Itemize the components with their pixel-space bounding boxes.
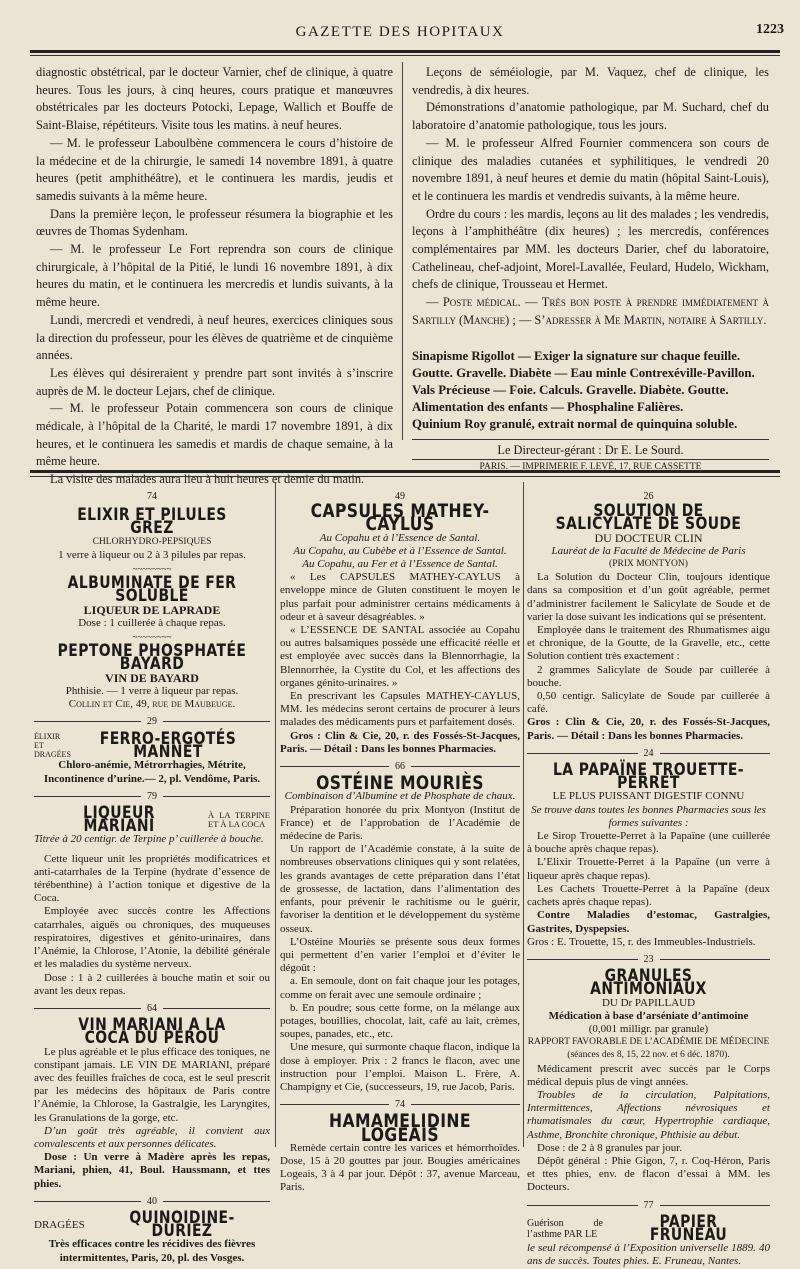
imprimerie: PARIS. — IMPRIMERIE F. LEVÉ, 17, RUE CASSETTE <box>479 462 702 473</box>
ad-title-row <box>527 1211 770 1245</box>
ad-title: ALBUMINATE DE FER SOLUBLE <box>67 573 237 607</box>
ad-subtitle: LE PLUS PUISSANT DIGESTIF CONNU <box>552 790 745 803</box>
page-header <box>0 0 800 52</box>
header-rule-thin <box>30 55 780 56</box>
ad-line: Goutte. Gravelle. Diabète — Eau minle Contrexéville-Pavillon. <box>412 365 755 380</box>
ad-column-1: 74 ELIXIR ET PILULES GREZ CHLORHYDRO-PEPSIQUES 1 verre à liqueur ou 2 à 3 pilules par repas. ~~~~~~~~ ALBUMINATE DE FER SOLUBLE LIQUEUR DE LAPRADE Dose : 1 cuillerée à chaque repas. ~~~~~~~~ PEPTONE PHOSPHATÉE BAYARD VIN DE BAYARD Phthisie. — 1 verre à liqueur par repas. Collin et Cie, 49, rue de Maubeuge. 29 ÉLIXIR ET DRAGÉES FERRO-ERGOTÉS MANNET Chloro-anémie, Métrorrhagies, Métrite, Incontinence d’urine.— 2, pl. Vendôme, Paris. 79 LIQUEUR MARIANI À LA TERPINE ET À LA COCA Titrée à 20 centigr. de Terpine p’ cuillerée à bouche. Cette liqueur unit les propriétés modificatrices et anti-catarrhales de la Terpine (hydrate d’essence de térébenthine) à l’action tonique et digestive de la Coca. Employée avec succès contre les Affections catarrhales, aiguës ou chroniques, des muqueuses respiratoires, digestives et génito-urinaires, dans l’Anémie, la Chlorose, l’Atonie, la débilité générale et les maladies du système nerveux. Dose : 1 à 2 cuillerées à bouche matin et soir ou avant les deux repas. 64 VIN MARIANI A LA COCA DU PÉROU Le plus agréable et le plus efficace des toniques, ne constipant jamais. LE VIN DE MARIANI, préparé avec des feuilles fraîches de coca, est le seul prescrit par les médecins des hôpitaux de Paris contre l’Anémie, la Chlorose, la Gastralgie, les Laryngites, les Granulations de la gorge, etc. D’un goût très agréable, il convient aux convalescents et aux personnes délicates. Dose : Un verre à Madère après les repas, Mariani, phien, 41, Boul. Haussmann, et ttes phies. 40 DRAGÉES QUINOIDINE-DURIEZ Très efficaces contre les récidives des fièvres intermittentes, Paris, 20, pl. des Vosges. <box>34 491 270 1264</box>
column-divider <box>523 482 524 1147</box>
ad-title-row <box>34 728 270 762</box>
ad-title: PAPIER FRUNEAU <box>649 1211 728 1245</box>
ad-subtitle: DU Dr PAPILLAUD <box>601 996 696 1009</box>
ad-address: Gros : Clin & Cie, 20, r. des Fossés-St-Jacques, Paris. — Détail : Dans les bonnes Pharmacies. <box>527 716 770 742</box>
paragraph: — Poste médical. — Très bon poste à prendre immédiatement à Sartilly (Manche) ; — S’adresser à Me Martin, notaire à Sartilly. <box>412 295 769 327</box>
short-ads <box>412 348 769 433</box>
ad-title: LIQUEUR MARIANI <box>83 803 155 837</box>
ad-title: ELIXIR ET PILULES GREZ <box>77 505 227 539</box>
ad-subtitle: CHLORHYDRO-PEPSIQUES <box>92 536 212 547</box>
ad-text: D’un goût très agréable, il convient aux convalescents et aux personnes délicates. <box>34 1124 270 1150</box>
column-divider <box>402 62 403 440</box>
ad-text: Troubles de la circulation, Palpitations, Intermittences, Affections névrosiques et rhumatismales du cœur, Hypertrophie cardiaque, Asthme, Bronchite chronique, Phthisie au début. <box>527 1088 770 1141</box>
paragraph: Les élèves qui désireraient y prendre part sont invités à s’inscrire auprès de M. le docteur Lejars, chef de clinique. <box>36 365 393 398</box>
ad-subtitle: À LA TERPINE ET À LA COCA <box>208 810 270 830</box>
ad-prefix: Guérison de l’asthme PAR LE <box>527 1217 603 1240</box>
paragraph: Leçons de séméiologie, par M. Vaquez, chef de clinique, les vendredis, à dix heures. <box>412 65 769 97</box>
ad-subtitle: LIQUEUR DE LAPRADE <box>83 602 221 617</box>
ad-number: 74 <box>147 491 157 502</box>
ad-subtitle: Au Copahu et à l’Essence de Santal. <box>319 531 481 544</box>
ads-top-rule <box>30 470 780 473</box>
ad-number: 23 <box>527 953 770 966</box>
ad-text: Les Cachets Trouette-Perret à la Papaïne (deux cachets après chaque repas). <box>527 882 770 909</box>
page-number: 1223 <box>756 22 784 37</box>
ad-text: Phthisie. — 1 verre à liqueur par repas. <box>65 684 239 697</box>
ad-text: Contre Maladies d’estomac, Gastralgies, Gastrites, Dyspepsies. <box>527 909 770 935</box>
paragraph: — M. le professeur Le Fort reprendra son cours de clinique chirurgicale, à l’hôpital de la Pitié, le lundi 16 novembre 1891, à dix heures du matin, et le continuera les mercredis et lundis suivants, à la même heure. <box>36 242 393 310</box>
ad-title: HAMAMELIDINE LOGEAIS <box>329 1110 471 1146</box>
ad-text: Chloro-anémie, Métrorrhagies, Métrite, Incontinence d’urine.— 2, pl. Vendôme, Paris. <box>43 759 261 785</box>
ad-text: Titrée à 20 centigr. de Terpine p’ cuillerée à bouche. <box>34 833 264 846</box>
ad-address: Gros : E. Trouette, 15, r. des Immeubles-Industriels. <box>527 935 756 948</box>
paragraph: diagnostic obstétrical, par le docteur Varnier, chef de clinique, à quatre heures. Tous les jours, à cinq heures, cours pratique et manœuvres obstétricales par les docteurs Potocki, Lepage, Wallich et Bouffe de Saint-Blaise, répétiteurs. Visite tous les matins. à neuf heures. <box>36 65 393 133</box>
paragraph: Lundi, mercredi et vendredi, à neuf heures, exercices cliniques sous la direction du professeur, pour les élèves de quatrième et de cinquième années. <box>36 312 393 363</box>
ad-title: GRANULES ANTIMONIAUX <box>590 966 707 1000</box>
ad-line: Vals Précieuse — Foie. Calculs. Gravelle. Diabète. Goutte. <box>412 382 729 397</box>
ad-subtitle: Combinaison d’Albumine et de Phosphate de chaux. <box>284 790 516 803</box>
ad-text: Le plus agréable et le plus efficace des toniques, ne constipant jamais. LE VIN DE MARIANI, préparé avec des feuilles fraîches de coca, est le seul prescrit par les médecins des hôpitaux de Paris contre l’Anémie, la Chlorose, la Gastralgie, les Laryngites, les Granulations de la gorge, etc. <box>34 1045 270 1124</box>
paragraph: — M. le professeur Laboulbène commencera le cours d’histoire de la médecine et de la chirurgie, le samedi 14 novembre 1891, à quatre heures (petit amphithéâtre), et le continuera les mardis, jeudis et samedis suivants à la même heure. <box>36 135 393 203</box>
gerant: Le Directeur-gérant : Dr E. Le Sourd. <box>497 442 684 457</box>
ad-column-3 <box>527 488 770 1269</box>
ad-text: « Les CAPSULES MATHEY-CAYLUS à enveloppe mince de Gluten constituent le moyen le plus parfait pour administrer certains médicaments à odeur et à saveur désagréables. » <box>280 571 520 623</box>
ad-column-2 <box>280 488 520 1195</box>
ad-number: 29 <box>34 715 270 728</box>
paragraph: — M. le professeur Potain commencera son cours de clinique médicale, à l’hôpital de la Charité, le mardi 17 novembre 1891, à dix heures, et le continuera les samedis et mardis de chaque semaine, à la même heure. <box>36 401 393 469</box>
ad-title: LA PAPAÏNE TROUETTE-PERRET <box>552 760 744 794</box>
ad-subtitle: (PRIX MONTYON) <box>609 559 688 570</box>
ad-title: QUINOIDINE-DURIEZ <box>129 1207 235 1242</box>
ad-address: Gros : Clin & Cie, 20, r. des Fossés-St-Jacques, Paris. — Détail : Dans les bonnes Pharmacies. <box>280 729 520 755</box>
ad-text: Dose : de 2 à 8 granules par jour. <box>537 1141 683 1154</box>
ad-text: Dose : 1 cuillerée à chaque repas. <box>78 616 226 629</box>
ad-number: 49 <box>395 491 405 502</box>
ad-number: 64 <box>34 1002 270 1015</box>
ad-title: OSTÉINE MOURIÈS <box>316 772 484 795</box>
ad-number: 77 <box>527 1199 770 1212</box>
ad-number: 79 <box>34 790 270 803</box>
header-rule <box>30 50 780 53</box>
ad-prefix: DRAGÉES <box>34 1218 85 1231</box>
ad-text: « L’ESSENCE DE SANTAL associée au Copahu ou autres balsamiques possède une efficacité réelle et est employée avec succès dans la Blennorrhagie, la Blennorrhée, la Cystite du Col, et les affections des organes génito-urinaires. » <box>280 624 520 689</box>
ad-number: 26 <box>643 491 654 502</box>
ad-title: CAPSULES MATHEY-CAYLUS <box>310 500 490 536</box>
ad-title: SOLUTION DE SALICYLATE DE SOUDE <box>555 501 742 535</box>
ad-text: Employée dans le traitement des Rhumatismes aigu et chronique, de la Goutte, de la Gravelle, etc., cette Solution contient très exactement : <box>527 624 770 663</box>
ad-number: 74 <box>280 1098 520 1111</box>
ad-title: PEPTONE PHOSPHATÉE BAYARD <box>57 641 247 675</box>
ad-text: le seul récompensé à l’Exposition universelle 1889. 40 ans de succès. Toutes phies. E. Fruneau, Nantes. <box>527 1242 770 1268</box>
ads-top-rule-thin <box>30 476 780 477</box>
ad-number: 40 <box>34 1195 270 1208</box>
ad-subtitle: VIN DE BAYARD <box>105 670 199 685</box>
ad-text: Cette liqueur unit les propriétés modificatrices et anti-catarrhales de la Terpine (hydrate d’essence de térébenthine) à l’action tonique et digestive de la Coca. <box>34 852 270 905</box>
ad-text: L’Elixir Trouette-Perret à la Papaïne (un verre à liqueur après chaque repas). <box>527 856 770 882</box>
ad-prefix: ÉLIXIR ET DRAGÉES <box>34 732 71 760</box>
ad-title: FERRO-ERGOTÉS MANNET <box>99 728 237 762</box>
ad-title-row <box>34 803 270 837</box>
ad-text: La Solution du Docteur Clin, toujours identique dans sa composition et d’un goût agréable, permet d’administrer facilement le Salicylate de Soude et de varier la dose suivant les indications qui se présentent. <box>527 571 770 623</box>
ad-subtitle: Au Copahu, au Fer et à l’Essence de Santal. <box>302 558 498 571</box>
ad-text: 0,50 centigr. Salicylate de Soude par cuillerée à café. <box>527 690 770 716</box>
ad-title-row <box>34 1207 270 1242</box>
paragraph: Démonstrations d’anatomie pathologique, par M. Suchard, chef du laboratoire d’anatomie pathologique, tous les jours. <box>412 100 769 133</box>
ad-text: a. En semoule, dont on fait chaque jour les potages, comme on ferait avec une semoule ordinaire ; <box>280 975 520 1001</box>
ad-text: L’Ostéine Mouriès se présente sous deux formes qui permettent d’en varier l’emploi et d’éviter le dégoût : <box>280 935 520 975</box>
paragraph: La visite des malades aura lieu à huit heures et demie du matin. <box>50 472 365 487</box>
ad-address: Dépôt général : Phie Gigon, 7, r. Coq-Héron, Paris et ttes phies, env. de flacon d’essai à MM. les Docteurs. <box>527 1154 770 1194</box>
right-column <box>412 64 769 474</box>
ad-text: Un rapport de l’Académie constate, à la suite de nombreuses observations cliniques qui y sont relatées, les grands avantages de cette préparation dans l’état de grossesse, de lactation, dans l’alimentation des enfants, pour prévenir le rachitisme ou le guérir, favoriser la dentition et le développement du système osseux. <box>280 843 520 935</box>
ad-number: 66 <box>280 760 520 773</box>
journal-title: GAZETTE DES HOPITAUX <box>295 24 505 40</box>
ad-text: Très efficaces contre les récidives des fièvres intermittentes, Paris, 20, pl. des Vosges. <box>48 1238 256 1264</box>
left-column <box>36 64 393 489</box>
ad-text: En prescrivant les Capsules MATHEY-CAYLUS, MM. les médecins seront certains de procurer à leurs malades des médicaments purs et parfaitement dosés. <box>280 690 520 729</box>
paragraph: — M. le professeur Alfred Fournier commencera son cours de clinique des maladies cutanées et syphilitiques, le vendredi 20 novembre 1891, à neuf heures et demie du matin (hôpital Saint-Louis), et le continuera les mardis et vendredis suivants, à la même heure. <box>412 135 769 203</box>
ad-text: Le Sirop Trouette-Perret à la Papaïne (une cuillerée à bouche après chaque repas). <box>527 830 770 856</box>
ad-subtitle: DU DOCTEUR CLIN <box>594 530 703 545</box>
ad-text: Remède certain contre les varices et hémorrhoïdes. Dose, 15 à 20 gouttes par jour. Bougies américaines Logeais, 3 à 4 par jour. Dépôt : 37, avenue Marceau, Paris. <box>280 1141 520 1194</box>
ad-text: Médicament prescrit avec succès par le Corps médical depuis plus de vingt années. <box>527 1062 770 1088</box>
ad-subtitle: Médication à base d’arséniate d’antimoine <box>548 1009 749 1022</box>
ad-text: Préparation honorée du prix Montyon (Institut de France) et de l’approbation de l’Académie de médecine de Paris. <box>280 803 520 843</box>
paragraph: Ordre du cours : les mardis, leçons au lit des malades ; les vendredis, leçons à l’amphithéâtre (dix heures) ; les mercredis, conférences complémentaires par MM. les docteurs Darier, chef du laboratoire, Cathelineau, chef-adjoint, Morel-Lavallée, Feulard, Hudelo, Wickham, chefs de clinique, Trousseau et Hermet. <box>412 206 769 292</box>
ad-subtitle: (0,001 milligr. par granule) <box>588 1022 709 1035</box>
ad-text: b. En poudre; sous cette forme, on la mélange aux potages, bouillies, chocolat, lait, café au lait, crèmes, soupes, panades, etc., etc. <box>280 1001 520 1041</box>
ad-address: Collin et Cie, 49, rue de Maubeuge. <box>68 698 236 711</box>
ad-subtitle: Se trouve dans toutes les bonnes Pharmacies sous les formes suivantes : <box>531 803 766 829</box>
ad-text: Une mesure, qui surmonte chaque flacon, indique la dose à employer. Prix : 2 francs le flacon, avec une instruction pour l’emploi. Maison L. Frère, A. Champigny et Cie, (successeurs, 19, rue Jacob, Paris. <box>280 1041 520 1093</box>
ad-title: VIN MARIANI A LA COCA DU PÉROU <box>78 1015 226 1049</box>
ad-text: Dose : 1 à 2 cuillerées à bouche matin et soir ou avant les deux repas. <box>34 971 270 997</box>
ad-subtitle: Au Copahu, au Cubèbe et à l’Essence de Santal. <box>293 544 507 557</box>
ad-subtitle: Lauréat de la Faculté de Médecine de Paris <box>551 544 746 557</box>
paragraph: Dans la première leçon, le professeur résumera la biographie et les œuvres de Thomas Sydenham. <box>36 206 393 239</box>
ad-text: Employée avec succès contre les Affections catarrhales, aiguës ou chroniques, des muqueuses respiratoires, digestives et génito-urinaires, dans l’Anémie, la Chlorose, l’Atonie, la débilité générale et les maladies du système nerveux. <box>34 905 270 971</box>
ad-line: Alimentation des enfants — Phosphaline Falières. <box>412 399 684 414</box>
ad-text: 2 grammes Salicylate de Soude par cuillerée à bouche. <box>527 663 770 689</box>
ad-text: Dose : Un verre à Madère après les repas, Mariani, phien, 41, Boul. Haussmann, et ttes phies. <box>34 1151 270 1190</box>
ad-text: 1 verre à liqueur ou 2 à 3 pilules par repas. <box>58 548 246 561</box>
ad-number: 24 <box>527 747 770 760</box>
ad-line: Sinapisme Rigollot — Exiger la signature sur chaque feuille. <box>412 348 741 363</box>
ad-line: Quinium Roy granulé, extrait normal de quinquina soluble. <box>412 416 738 431</box>
column-divider <box>275 482 276 1147</box>
ad-subtitle: RAPPORT FAVORABLE DE L’ACADÉMIE DE MÉDECINE (séances des 8, 15, 22 nov. et 6 déc. 1870). <box>527 1037 770 1061</box>
